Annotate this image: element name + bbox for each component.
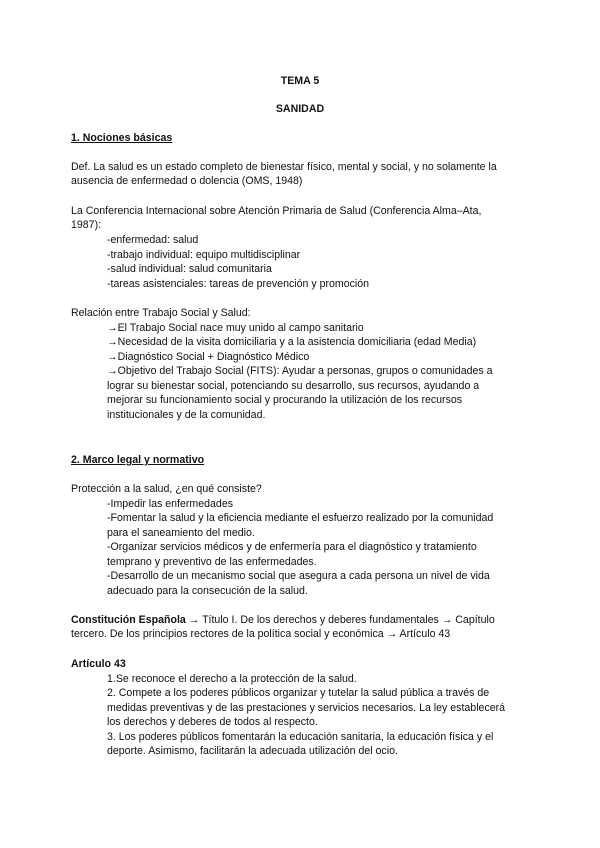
constitution-label: Constitución Española <box>71 614 186 626</box>
definition-line-2: ausencia de enfermedad o dolencia (OMS, 1948) <box>71 175 303 187</box>
relation-item: →Objetivo del Trabajo Social (FITS): Ayudar a personas, grupos o comunidades a <box>107 365 493 377</box>
conference-item: -trabajo individual: equipo multidisciplinar <box>107 249 301 261</box>
conference-line-1: La Conferencia Internacional sobre Atención Primaria de Salud (Conferencia Alma–Ata, <box>71 205 482 217</box>
document-title: TEMA 5 <box>280 75 320 87</box>
protection-item: -Desarrollo de un mecanismo social que asegura a cada persona un nivel de vida <box>107 570 490 582</box>
protection-item-continued: temprano y preventivo de las enfermedades. <box>107 556 317 568</box>
article-43-item: 3. Los poderes públicos fomentarán la educación sanitaria, la educación física y el <box>107 731 494 743</box>
protection-item: -Fomentar la salud y la eficiencia mediante el esfuerzo realizado por la comunidad <box>107 512 494 524</box>
section-2-heading: 2. Marco legal y normativo <box>71 454 205 466</box>
conference-item: -enfermedad: salud <box>107 234 199 246</box>
protection-item-continued: para el saneamiento del medio. <box>107 527 255 539</box>
conference-line-2: 1987): <box>71 219 102 231</box>
relation-title: Relación entre Trabajo Social y Salud: <box>71 307 251 319</box>
definition-line-1: Def. La salud es un estado completo de bienestar físico, mental y social, y no solamente la <box>71 161 497 173</box>
constitution-path: → Título I. De los derechos y deberes fundamentales → Capítulo <box>185 614 495 626</box>
article-43-item-continued: deporte. Asimismo, facilitarán la adecuada utilización del ocio. <box>107 745 398 757</box>
article-43-item: 1.Se reconoce el derecho a la protección de la salud. <box>107 673 357 685</box>
constitution-line-2: tercero. De los principios rectores de la política social y económica → Artículo 43 <box>71 628 451 640</box>
protection-item: -Organizar servicios médicos y de enfermería para el diagnóstico y tratamiento <box>107 541 477 553</box>
relation-item-continued: lograr su bienestar social, potenciando su desarrollo, sus recursos, ayudando a <box>107 380 480 392</box>
protection-item-continued: adecuado para la consecución de la salud. <box>107 585 308 597</box>
relation-item: →Necesidad de la visita domiciliaria y a la asistencia domiciliaria (edad Media) <box>107 336 477 348</box>
conference-item: -tareas asistenciales: tareas de prevención y promoción <box>107 278 370 290</box>
relation-item-continued: institucionales y de la comunidad. <box>107 409 266 421</box>
relation-item: →El Trabajo Social nace muy unido al campo sanitario <box>107 322 364 334</box>
article-43-title: Artículo 43 <box>71 658 126 670</box>
article-43-item-continued: medidas preventivas y de las prestaciones y servicios necesarios. La ley establecerá <box>107 702 506 714</box>
document-subtitle: SANIDAD <box>275 103 325 115</box>
conference-item: -salud individual: salud comunitaria <box>107 263 272 275</box>
protection-item: -Impedir las enfermedades <box>107 498 234 510</box>
protection-title: Protección a la salud, ¿en qué consiste? <box>71 483 262 495</box>
constitution-line-1 <box>71 614 495 627</box>
section-1-heading: 1. Nociones básicas <box>71 132 173 144</box>
relation-item: →Diagnóstico Social + Diagnóstico Médico <box>107 351 310 363</box>
article-43-item-continued: los derechos y deberes de todos al respecto. <box>107 716 318 728</box>
article-43-item: 2. Compete a los poderes públicos organizar y tutelar la salud pública a través de <box>107 687 490 699</box>
relation-item-continued: mejorar su funcionamiento social y procurando la utilización de los recursos <box>107 394 463 406</box>
